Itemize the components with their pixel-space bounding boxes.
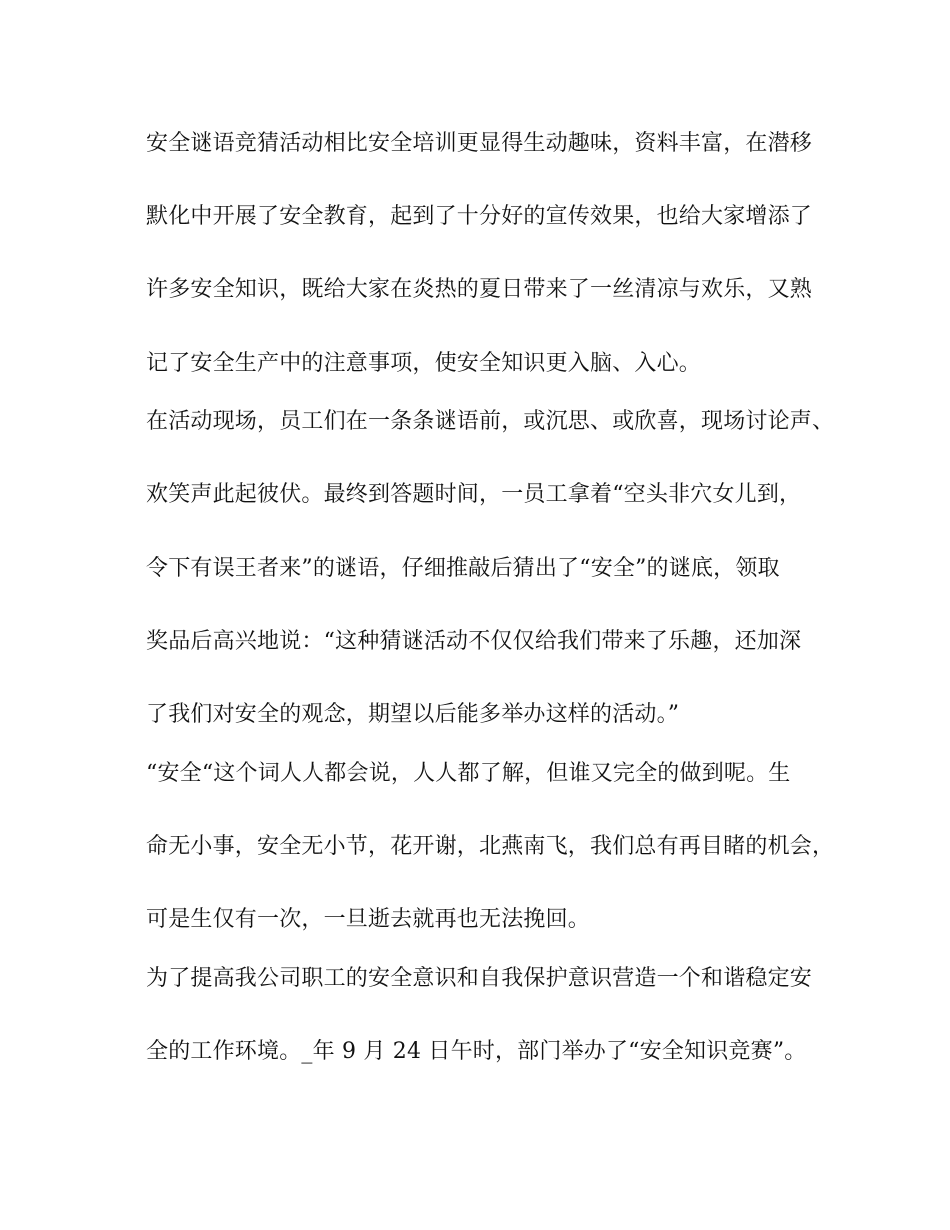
paragraph-2-line-1: 在活动现场，员工们在一条条谜语前，或沉思、或欣喜，现场讨论声、 (146, 409, 835, 434)
paragraph-1-line-3: 许多安全知识，既给大家在炎热的夏日带来了一丝清凉与欢乐，又熟 (146, 277, 813, 302)
paragraph-2-line-5: 了我们对安全的观念，期望以后能多举办这样的活动。” (146, 702, 680, 727)
paragraph-3-line-2: 命无小事，安全无小节，花开谢，北燕南飞，我们总有再目睹的机会， (146, 834, 835, 859)
paragraph-4-line-2: 全的工作环境。_年 9 月 24 日午时，部门举办了“安全知识竞赛”。 (146, 1039, 807, 1064)
paragraph-2-line-3: 令下有误王者来”的谜语，仔细推敲后猜出了“安全”的谜底，领取 (146, 556, 780, 581)
paragraph-3-line-3: 可是生仅有一次，一旦逝去就再也无法挽回。 (146, 907, 591, 932)
paragraph-3-line-1: “安全“这个词人人都会说，人人都了解，但谁又完全的做到呢。生 (146, 761, 791, 786)
paragraph-1-line-1: 安全谜语竞猜活动相比安全培训更显得生动趣味，资料丰富，在潜移 (146, 131, 813, 156)
paragraph-4-line-1: 为了提高我公司职工的安全意识和自我保护意识营造一个和谐稳定安 (146, 966, 813, 991)
paragraph-1-line-2: 默化中开展了安全教育，起到了十分好的宣传效果，也给大家增添了 (146, 204, 813, 229)
paragraph-2-line-4: 奖品后高兴地说：“这种猜谜活动不仅仅给我们带来了乐趣，还加深 (146, 629, 802, 654)
paragraph-2-line-2: 欢笑声此起彼伏。最终到答题时间，一员工拿着“空头非穴女儿到， (146, 482, 802, 507)
paragraph-1-line-4: 记了安全生产中的注意事项，使安全知识更入脑、入心。 (146, 351, 702, 376)
